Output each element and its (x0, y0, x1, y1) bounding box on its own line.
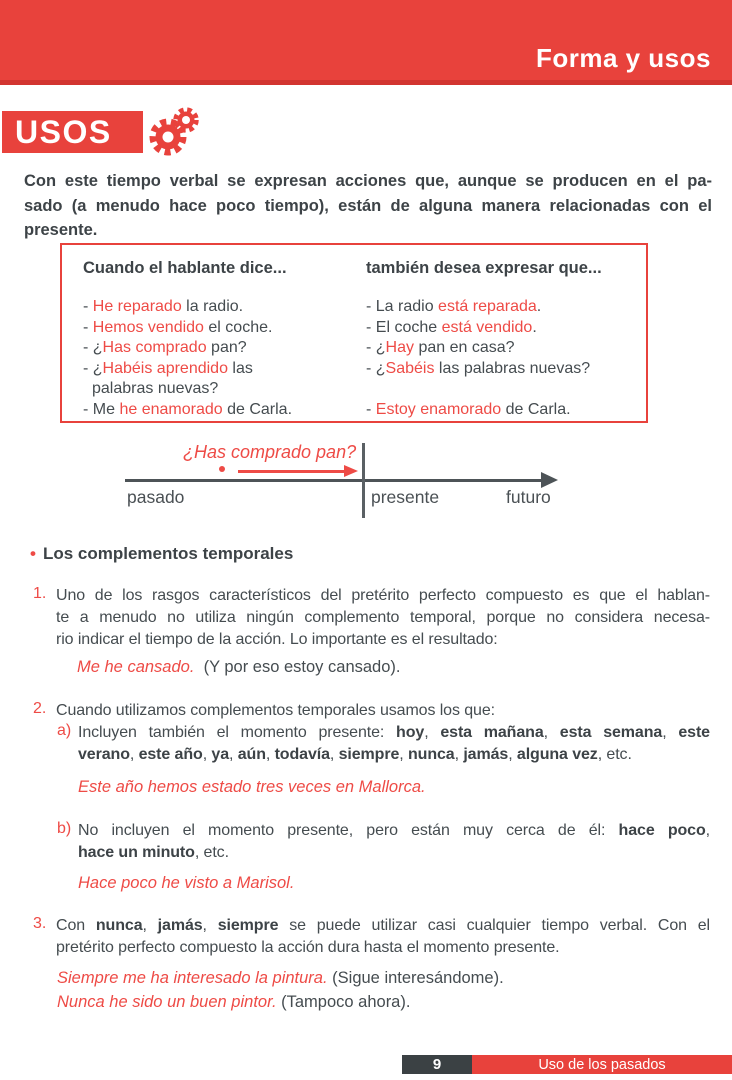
timeline-label-futuro: futuro (506, 487, 551, 507)
item-line: rio indicar el tiempo de la acción. Lo importante es el resultado: (56, 631, 498, 648)
comparison-row: - ¿Has comprado pan? (83, 339, 247, 356)
list-item (56, 915, 710, 959)
usos-badge (2, 111, 143, 153)
comparison-row: - Hemos vendido el coche. (83, 318, 273, 336)
item-line: No incluyen el momento presente, pero están muy cerca de él: hace poco, (78, 822, 711, 839)
page-header-title: Forma y usos (535, 43, 711, 73)
sub-list-item (78, 820, 710, 864)
item-line: Cuando utilizamos complementos temporales usamos los que: (56, 702, 495, 719)
item-number: 2. (33, 700, 47, 717)
comparison-row: - He reparado la radio. (83, 298, 244, 315)
comparison-row: - ¿Sabéis las palabras nuevas? (366, 359, 591, 377)
comparison-row: - El coche está vendido. (366, 318, 537, 336)
subitem-letter: b) (57, 820, 72, 837)
section-heading-label: Los complementos temporales (42, 544, 294, 563)
timeline-label-pasado: pasado (127, 487, 185, 507)
intro-line: Con este tiempo verbal se expresan acciones que, aunque se producen en el pa- (24, 172, 712, 190)
bullet-icon: • (30, 544, 36, 563)
comparison-row: - Estoy enamorado de Carla. (366, 400, 571, 418)
comparison-columns (83, 297, 646, 420)
item-line: Con nunca, jamás, siempre se puede utilizar casi cualquier tiempo verbal. Con el (56, 917, 710, 934)
comparison-row: - La radio está reparada. (366, 298, 542, 315)
list-item (56, 585, 710, 651)
comparison-row-spacer (366, 379, 646, 400)
item-line: Uno de los rasgos característicos del pretérito perfecto compuesto es que el hablan- (56, 587, 710, 604)
item-number: 1. (33, 585, 47, 602)
comparison-row-continuation: palabras nuevas? (92, 380, 219, 397)
timeline-question: ¿Has comprado pan? (183, 442, 357, 462)
example-sentence: Me he cansado. (Y por eso estoy cansado). (77, 658, 401, 676)
comparison-row: - ¿Habéis aprendido las (83, 359, 253, 377)
intro-paragraph (24, 169, 712, 243)
item-line: Incluyen también el momento presente: hoy, esta mañana, esta semana, este (78, 724, 710, 741)
comparison-row: - ¿Hay pan en casa? (366, 339, 515, 356)
page-header-band (0, 0, 732, 85)
timeline-span-arrow (238, 470, 345, 473)
item-line: pretérito perfecto compuesto la acción dura hasta el momento presente. (56, 939, 560, 956)
example-sentence: Hace poco he visto a Marisol. (78, 874, 295, 892)
timeline-axis (125, 479, 549, 482)
comparison-left-column (83, 297, 366, 420)
timeline-span-arrowhead-icon (344, 465, 358, 477)
timeline-label-presente: presente (371, 487, 440, 507)
item-line: hace un minuto, etc. (78, 844, 229, 861)
page-number-badge: 9 (402, 1055, 472, 1074)
comparison-right-column (366, 297, 646, 420)
example-sentence: Nunca he sido un buen pintor. (Tampoco ahora). (57, 993, 411, 1011)
comparison-row: - Me he enamorado de Carla. (83, 400, 293, 418)
intro-line: sado (a menudo hace poco tiempo), están de alguna manera relacionadas con el (24, 196, 712, 215)
example-sentence: Siempre me ha interesado la pintura. (Sigue interesándome). (57, 969, 504, 987)
intro-line: presente. (24, 221, 98, 239)
section-heading (30, 544, 293, 564)
list-item (56, 700, 710, 722)
comparison-right-header: también desea expresar que... (366, 259, 602, 277)
subitem-letter: a) (57, 722, 72, 739)
sub-list-item (78, 722, 710, 766)
item-line: te a menudo no utiliza ningún complemento temporal, porque no considera necesa- (56, 609, 710, 626)
item-line: verano, este año, ya, aún, todavía, siempre, nunca, jamás, alguna vez, etc. (78, 746, 632, 763)
usos-label: USOS (15, 113, 112, 150)
footer-section-label: Uso de los pasados (472, 1055, 732, 1074)
item-number: 3. (33, 915, 47, 932)
comparison-left-header: Cuando el hablante dice... (83, 259, 287, 277)
timeline-axis-arrowhead-icon (541, 472, 558, 488)
timeline-present-divider (362, 443, 365, 518)
gears-icon (146, 96, 210, 156)
comparison-box (60, 243, 648, 423)
comparison-headers (83, 259, 646, 278)
example-sentence: Este año hemos estado tres veces en Mallorca. (78, 778, 426, 796)
timeline-dot (219, 466, 225, 472)
